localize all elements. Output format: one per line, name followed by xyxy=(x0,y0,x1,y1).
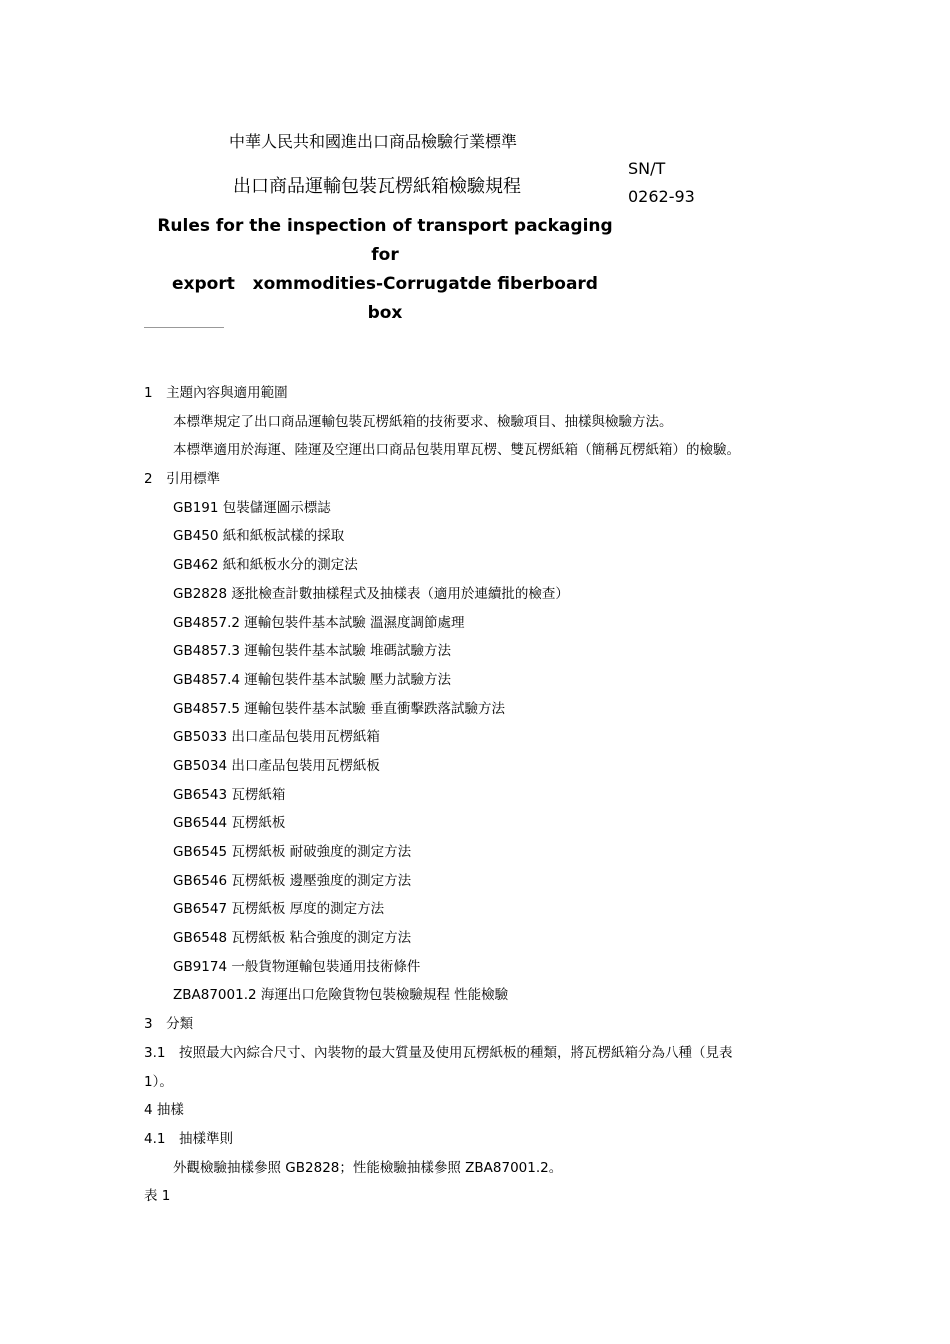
reference-item: GB191 包裝儲運圖示標誌 xyxy=(173,499,331,516)
reference-item: GB9174 一般貨物運輸包裝通用技術條件 xyxy=(173,958,421,975)
reference-item: GB6546 瓦楞紙板 邊壓強度的測定方法 xyxy=(173,872,412,889)
table-caption: 表 1 xyxy=(144,1188,171,1205)
subsection-heading: 4.1 抽樣準則 xyxy=(144,1130,233,1147)
standard-code-number: 0262-93 xyxy=(628,187,695,206)
section-heading: 4 抽樣 xyxy=(144,1102,184,1119)
english-title-line: for xyxy=(371,245,399,265)
english-title-line: Rules for the inspection of transport packaging xyxy=(157,216,613,236)
chinese-title: 出口商品運輸包裝瓦楞紙箱檢驗規程 xyxy=(233,176,521,197)
section-heading: 2 引用標準 xyxy=(144,471,221,488)
reference-item: GB450 紙和紙板試樣的採取 xyxy=(173,528,345,545)
reference-item: GB5033 出口產品包裝用瓦楞紙箱 xyxy=(173,729,380,746)
reference-item: GB6544 瓦楞紙板 xyxy=(173,815,286,832)
reference-item: GB6543 瓦楞紙箱 xyxy=(173,786,286,803)
separator-line xyxy=(144,327,224,328)
reference-item: GB6548 瓦楞紙板 粘合強度的測定方法 xyxy=(173,930,412,947)
reference-item: GB4857.3 運輸包裝件基本試驗 堆碼試驗方法 xyxy=(173,643,452,660)
clause-text: 3.1 按照最大內綜合尺寸、內裝物的最大質量及使用瓦楞紙板的種類，將瓦楞紙箱分為八種（見表 xyxy=(144,1044,733,1061)
english-title-line: export xommodities-Corrugatde fiberboard xyxy=(172,274,598,294)
paragraph: 本標準規定了出口商品運輸包裝瓦楞紙箱的技術要求、檢驗項目、抽樣與檢驗方法。 xyxy=(173,413,673,430)
reference-item: GB6545 瓦楞紙板 耐破強度的測定方法 xyxy=(173,844,412,860)
document-body xyxy=(144,379,784,1211)
reference-item: GB5034 出口產品包裝用瓦楞紙板 xyxy=(173,757,380,774)
paragraph: 外觀檢驗抽樣參照 GB2828；性能檢驗抽樣參照 ZBA87001.2。 xyxy=(173,1159,563,1176)
english-title-line: box xyxy=(367,303,403,323)
reference-item: ZBA87001.2 海運出口危險貨物包裝檢驗規程 性能檢驗 xyxy=(173,987,509,1004)
reference-item: GB4857.2 運輸包裝件基本試驗 溫濕度調節處理 xyxy=(173,614,465,631)
section-heading: 1 主題內容與適用範圍 xyxy=(144,385,288,401)
section-heading: 3 分類 xyxy=(144,1016,194,1033)
standard-code-prefix: SN/T xyxy=(628,159,666,178)
reference-item: GB4857.4 運輸包裝件基本試驗 壓力試驗方法 xyxy=(173,671,452,688)
reference-item: GB2828 逐批檢查計數抽樣程式及抽樣表（適用於連續批的檢查） xyxy=(173,585,569,602)
issuing-organization: 中華人民共和國進出口商品檢驗行業標準 xyxy=(229,132,518,151)
paragraph: 本標準適用於海運、陸運及空運出口商品包裝用單瓦楞、雙瓦楞紙箱（簡稱瓦楞紙箱）的檢驗。 xyxy=(173,442,740,459)
reference-item: GB462 紙和紙板水分的測定法 xyxy=(173,557,358,574)
clause-text: 1）。 xyxy=(144,1073,173,1090)
reference-item: GB4857.5 運輸包裝件基本試驗 垂直衝擊跌落試驗方法 xyxy=(173,700,506,717)
english-title xyxy=(145,212,625,328)
reference-item: GB6547 瓦楞紙板 厚度的測定方法 xyxy=(173,901,385,918)
